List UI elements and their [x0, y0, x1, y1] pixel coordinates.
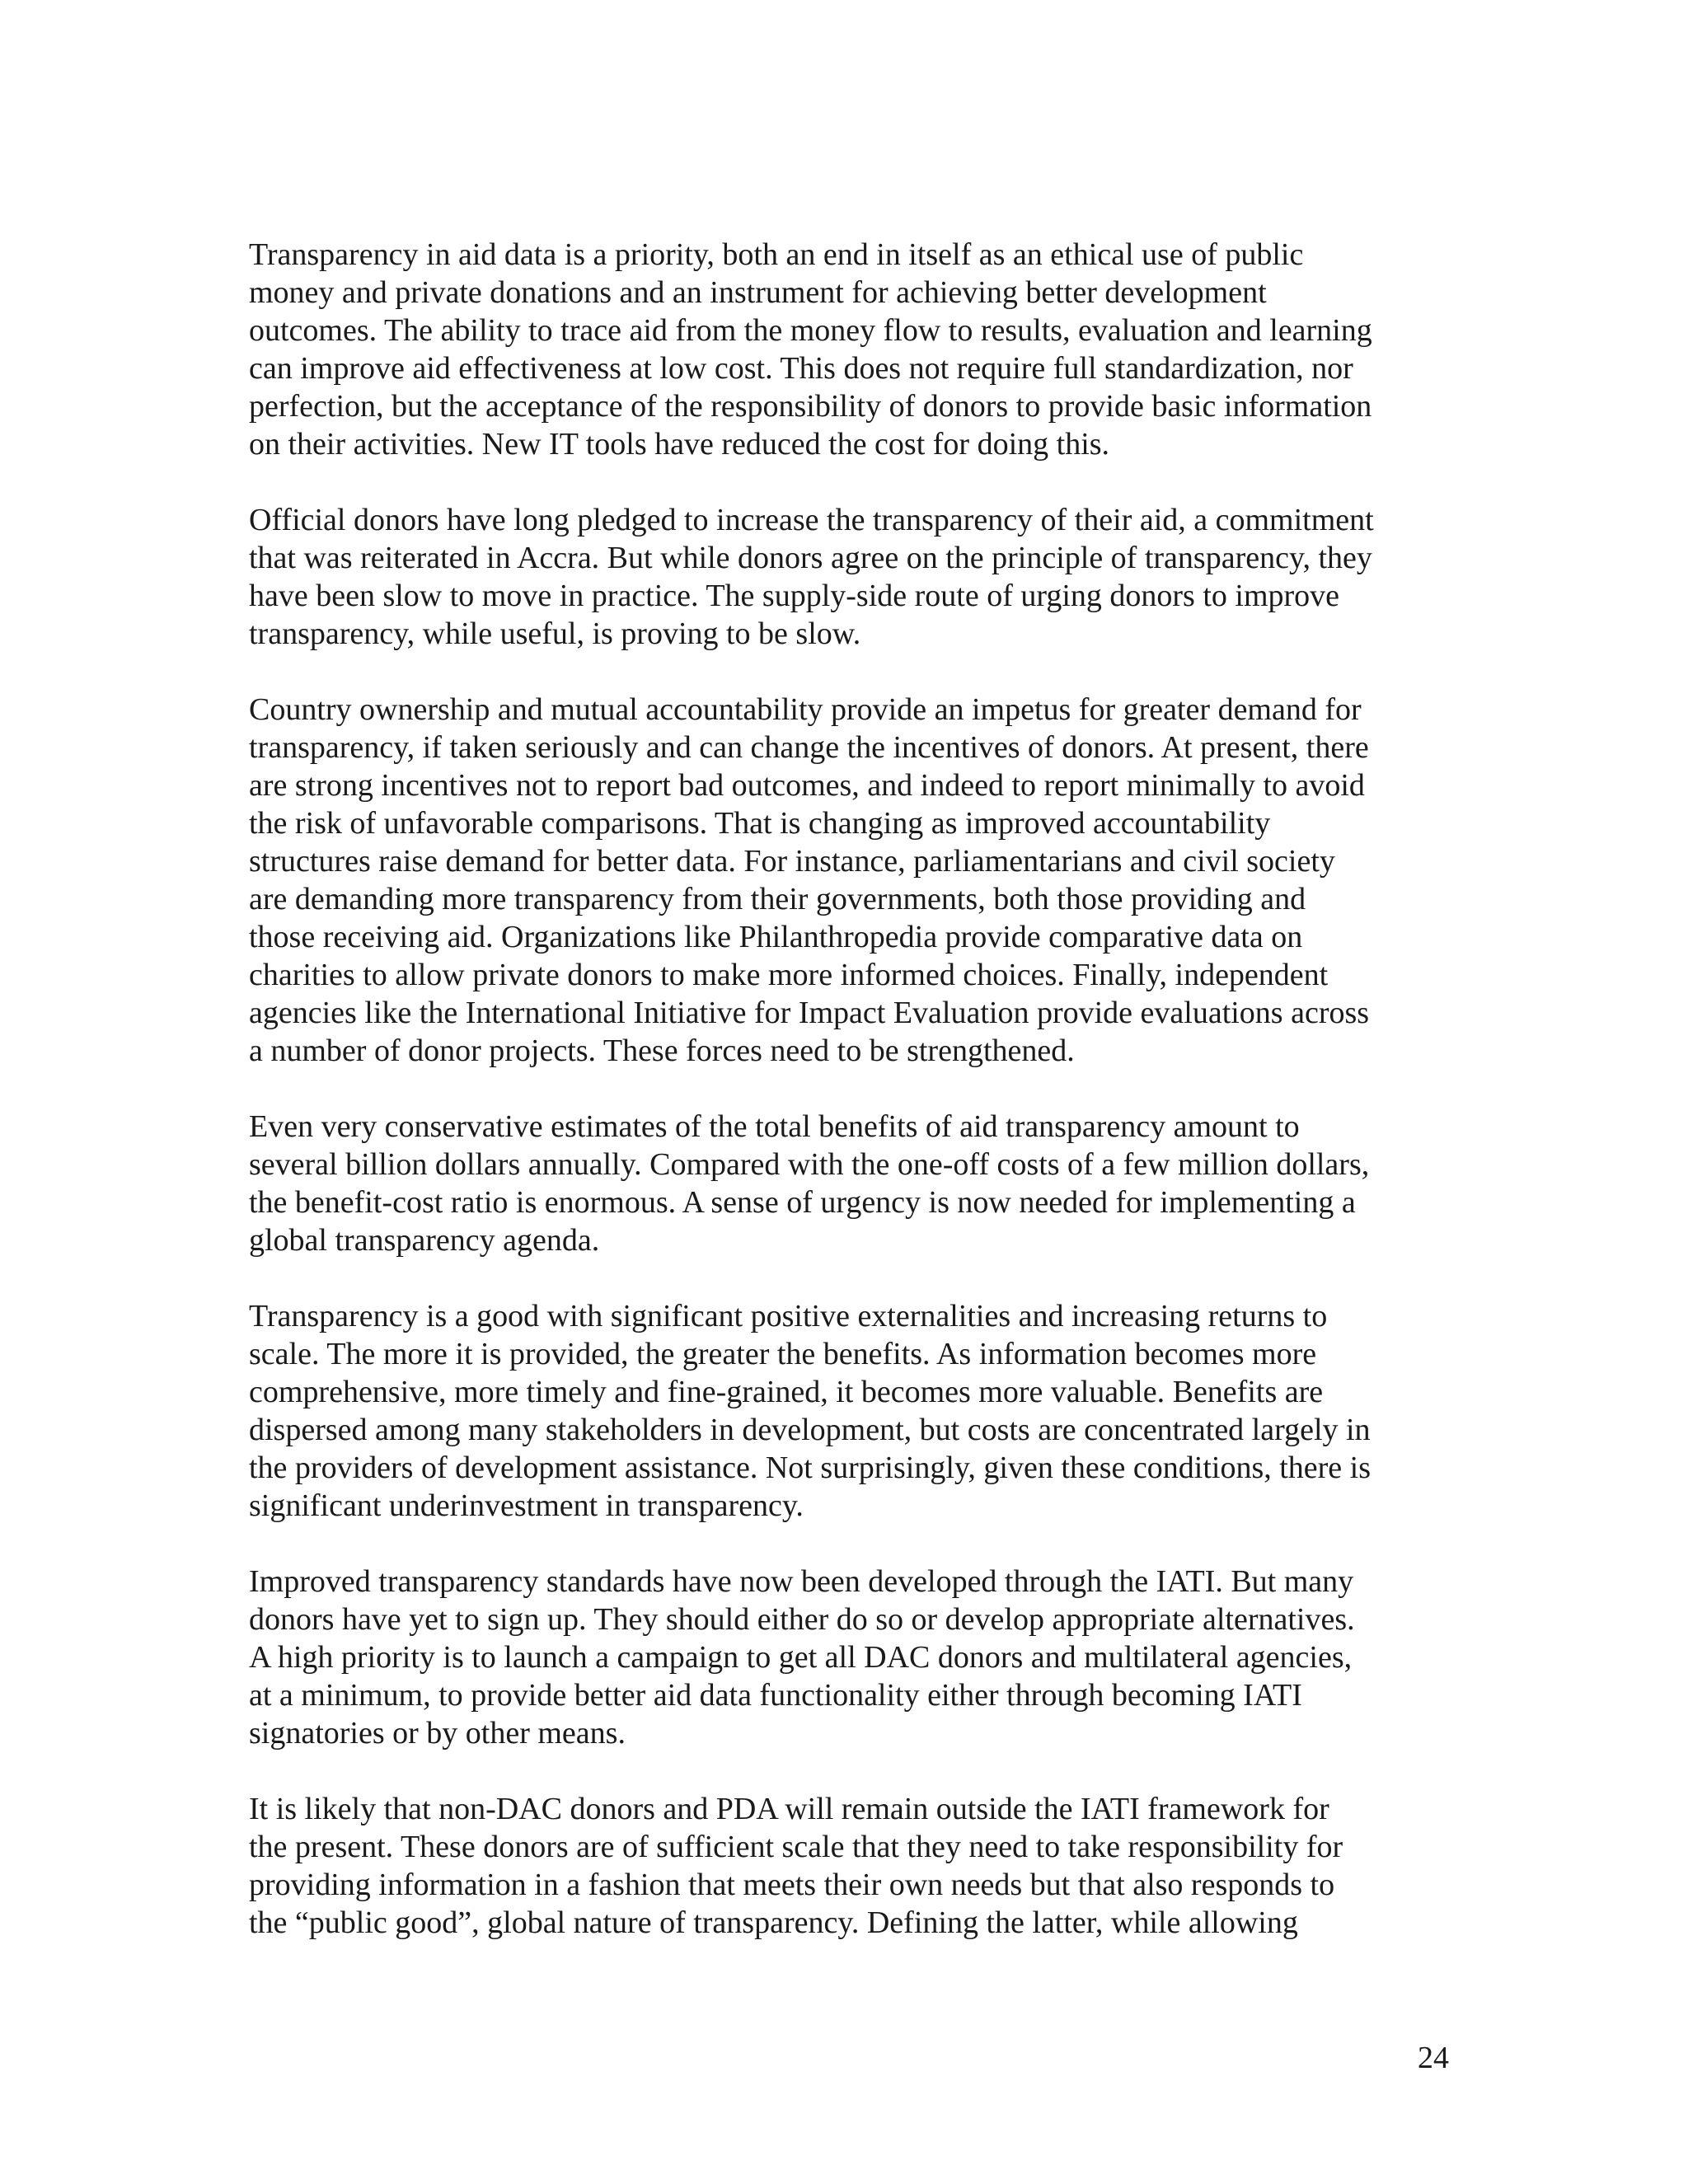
- text-line: on their activities. New IT tools have reduced the cost for doing this.: [249, 427, 1110, 462]
- paragraph-6: [249, 1563, 1452, 1752]
- text-line: are strong incentives not to report bad outcomes, and indeed to report minimally to avoid: [249, 768, 1365, 803]
- text-line: several billion dollars annually. Compared with the one-off costs of a few million dollars,: [249, 1147, 1370, 1182]
- paragraph-1: [249, 236, 1452, 463]
- paragraph-3: [249, 691, 1452, 1070]
- text-line: global transparency agenda.: [249, 1223, 600, 1258]
- text-line: the present. These donors are of sufficient scale that they need to take responsibility for: [249, 1830, 1343, 1864]
- text-line: the providers of development assistance. Not surprisingly, given these conditions, there is: [249, 1451, 1372, 1485]
- text-line: that was reiterated in Accra. But while donors agree on the principle of transparency, they: [249, 541, 1372, 575]
- text-line: Official donors have long pledged to increase the transparency of their aid, a commitment: [249, 503, 1374, 537]
- text-line: transparency, if taken seriously and can change the incentives of donors. At present, there: [249, 730, 1369, 765]
- text-line: the “public good”, global nature of transparency. Defining the latter, while allowing: [249, 1905, 1298, 1940]
- text-line: signatories or by other means.: [249, 1716, 626, 1750]
- text-line: money and private donations and an instrument for achieving better development: [249, 275, 1267, 310]
- text-line: can improve aid effectiveness at low cost. This does not require full standardization, nor: [249, 351, 1353, 386]
- text-line: outcomes. The ability to trace aid from the money flow to results, evaluation and learning: [249, 313, 1372, 348]
- text-line: dispersed among many stakeholders in development, but costs are concentrated largely in: [249, 1413, 1371, 1447]
- paragraph-5: [249, 1297, 1452, 1525]
- text-line: structures raise demand for better data. For instance, parliamentarians and civil society: [249, 844, 1335, 879]
- page-number: 24: [1418, 2041, 1449, 2075]
- text-line: a number of donor projects. These forces need to be strengthened.: [249, 1033, 1075, 1068]
- text-line: perfection, but the acceptance of the responsibility of donors to provide basic information: [249, 389, 1372, 424]
- text-line: the benefit-cost ratio is enormous. A sense of urgency is now needed for implementing a: [249, 1185, 1356, 1220]
- text-line: It is likely that non-DAC donors and PDA will remain outside the IATI framework for: [249, 1792, 1329, 1826]
- text-line: Transparency in aid data is a priority, both an end in itself as an ethical use of public: [249, 237, 1304, 272]
- text-line: significant underinvestment in transparency.: [249, 1488, 804, 1523]
- text-line: at a minimum, to provide better aid data functionality either through becoming IATI: [249, 1678, 1302, 1713]
- text-line: agencies like the International Initiative for Impact Evaluation provide evaluations across: [249, 996, 1370, 1030]
- paragraph-7: [249, 1790, 1452, 1942]
- text-line: donors have yet to sign up. They should either do so or develop appropriate alternatives.: [249, 1602, 1355, 1637]
- text-line: A high priority is to launch a campaign to get all DAC donors and multilateral agencies,: [249, 1640, 1353, 1675]
- text-line: transparency, while useful, is proving to be slow.: [249, 616, 861, 651]
- text-line: Transparency is a good with significant positive externalities and increasing returns to: [249, 1299, 1328, 1333]
- paragraph-4: [249, 1108, 1452, 1259]
- text-line: charities to allow private donors to make more informed choices. Finally, independent: [249, 958, 1329, 992]
- text-line: comprehensive, more timely and fine-grained, it becomes more valuable. Benefits are: [249, 1375, 1324, 1409]
- text-line: the risk of unfavorable comparisons. That is changing as improved accountability: [249, 806, 1271, 841]
- text-line: scale. The more it is provided, the greater the benefits. As information becomes more: [249, 1337, 1317, 1371]
- text-line: Country ownership and mutual accountability provide an impetus for greater demand for: [249, 692, 1362, 727]
- body-text: [249, 236, 1452, 1980]
- text-line: those receiving aid. Organizations like Philanthropedia provide comparative data on: [249, 920, 1303, 954]
- text-line: have been slow to move in practice. The supply-side route of urging donors to improve: [249, 579, 1340, 613]
- paragraph-2: [249, 501, 1452, 653]
- text-line: providing information in a fashion that meets their own needs but that also responds to: [249, 1868, 1335, 1902]
- text-line: Even very conservative estimates of the total benefits of aid transparency amount to: [249, 1109, 1300, 1144]
- text-line: are demanding more transparency from their governments, both those providing and: [249, 882, 1306, 916]
- text-line: Improved transparency standards have now been developed through the IATI. But many: [249, 1564, 1354, 1599]
